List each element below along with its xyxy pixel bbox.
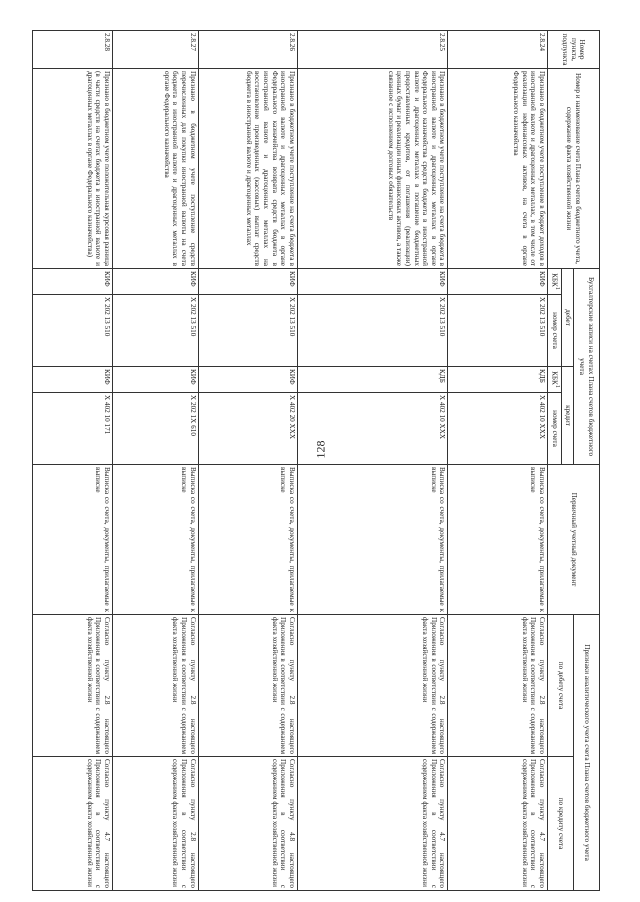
- row-description: Признано в бюджетном учете положительная курсовая разница (в части средств на счетах бюджета в иностранной валюте и драгоценных металлах в органе Федерального казначейства): [33, 69, 113, 269]
- analytics-debit: Согласно пункту 2.8 настоящего Приложения в соответствии с содержанием факта хозяйственной жизни: [198, 615, 298, 757]
- table-row: [448, 31, 548, 891]
- analytics-debit: Согласно пункту 2.8 настоящего Приложения в соответствии с содержанием факта хозяйственной жизни: [112, 615, 198, 757]
- primary-document: Выписка со счета, документы, прилагаемые к выписке: [112, 465, 198, 615]
- row-number: 2.8.26: [198, 31, 298, 69]
- primary-document: Выписка со счета, документы, прилагаемые к выписке: [448, 465, 548, 615]
- analytics-credit: Согласно пункту 4.8 настоящего Приложения в соответствии с содержанием факта хозяйственной жизни: [198, 757, 298, 891]
- row-number: 2.8.28: [33, 31, 113, 69]
- analytics-debit: Согласно пункту 2.8 настоящего Приложения в соответствии с содержанием факта хозяйственной жизни: [298, 615, 448, 757]
- debit-kbk: КИФ: [298, 269, 448, 295]
- header-entries: Бухгалтерские записи на счетах Плана счетов бюджетного учета: [574, 269, 600, 465]
- analytics-credit: Согласно пункту 4.7 настоящего Приложения в соответствии с содержанием факта хозяйственной жизни: [448, 757, 548, 891]
- row-number: 2.8.24: [448, 31, 548, 69]
- header-by-credit: по кредиту счета: [548, 757, 574, 891]
- table-row: [298, 31, 448, 891]
- credit-kbk: КДБ: [448, 367, 548, 393]
- table-row: [33, 31, 113, 891]
- row-description: Признано в бюджетном учете поступление на счета бюджета в иностранной валюте и драгоценных металлах в органе Федерального казначейства средств бюджета в иностранной валюте и драгоценных металлах в погашение бюджетных предоставленных кредитов, от погашения (реализации) ценных бумаг и реализации иных финансовых активов, а также связанное с исполнением долговых обязательств: [298, 69, 448, 269]
- credit-account: Х 402 10 171: [33, 393, 113, 465]
- header-document: Первичный учетный документ: [548, 465, 600, 615]
- debit-account: Х 202 13 510: [448, 295, 548, 367]
- header-credit: кредит: [562, 367, 574, 465]
- header-account-name: Номер и наименование счета Плана счетов бюджетного учета, содержание факта хозяйственной жизни: [548, 69, 600, 269]
- table-row: [198, 31, 298, 891]
- debit-kbk: КИФ: [112, 269, 198, 295]
- header-debit: дебет: [562, 269, 574, 367]
- header-number: Номер пункта, подпункта: [548, 31, 600, 69]
- header-analytics: Признаки аналитического учета счета Плана счетов бюджетного учета: [574, 615, 600, 891]
- debit-account: Х 202 13 510: [112, 295, 198, 367]
- accounting-table: [32, 30, 600, 891]
- analytics-credit: Согласно пункту 2.8 настоящего Приложения в соответствии с содержанием факта хозяйственной жизни: [112, 757, 198, 891]
- analytics-credit: Согласно пункту 4.7 настоящего Приложения в соответствии с содержанием факта хозяйственной жизни: [33, 757, 113, 891]
- primary-document: Выписка со счета, документы, прилагаемые к выписке: [33, 465, 113, 615]
- analytics-debit: Согласно пункту 2.8 настоящего Приложения в соответствии с содержанием факта хозяйственной жизни: [448, 615, 548, 757]
- debit-kbk: КИФ: [448, 269, 548, 295]
- table-row: [112, 31, 198, 891]
- debit-account: Х 202 13 510: [298, 295, 448, 367]
- credit-account: Х 402 20 ХХХ: [198, 393, 298, 465]
- credit-kbk: КИФ: [198, 367, 298, 393]
- rotated-table-wrapper: [32, 30, 600, 890]
- header-credit-kbk: КБК$^1$: [548, 367, 562, 393]
- analytics-credit: Согласно пункту 4.7 настоящего Приложения в соответствии с содержанием факта хозяйственной жизни: [298, 757, 448, 891]
- header-by-debit: по дебету счета: [548, 615, 574, 757]
- credit-kbk: КДБ: [298, 367, 448, 393]
- debit-account: Х 202 13 510: [33, 295, 113, 367]
- credit-account: Х 202 1Х 610: [112, 393, 198, 465]
- credit-kbk: КИФ: [112, 367, 198, 393]
- debit-kbk: КИФ: [33, 269, 113, 295]
- row-description: Признано в бюджетном учете поступление средств перечисленных для покупки иностранной валюты на счета бюджета в иностранной валюте и драгоценных металлах в органе Федерального казначейства: [112, 69, 198, 269]
- credit-account: Х 402 10 ХХХ: [298, 393, 448, 465]
- row-number: 2.8.27: [112, 31, 198, 69]
- header-debit-account: номер счета: [548, 295, 562, 367]
- debit-account: Х 202 13 510: [198, 295, 298, 367]
- row-number: 2.8.25: [298, 31, 448, 69]
- header-credit-account: номер счета: [548, 393, 562, 465]
- row-description: Признано в бюджетном учете поступление на счета бюджета в иностранной валюте и драгоценных металлах в органе Федерального казначейства возврата средств бюджета в иностранной валюте и драгоценных металлах на восстановление произведенных (кассовых) выплат средств бюджета в иностранной валюте и драгоценных металлах: [198, 69, 298, 269]
- page-number: 128: [313, 440, 328, 459]
- primary-document: Выписка со счета, документы, прилагаемые к выписке: [198, 465, 298, 615]
- credit-account: Х 402 10 ХХХ: [448, 393, 548, 465]
- analytics-debit: Согласно пункту 2.8 настоящего Приложения в соответствии с содержанием факта хозяйственной жизни: [33, 615, 113, 757]
- primary-document: Выписка со счета, документы, прилагаемые к выписке: [298, 465, 448, 615]
- header-debit-kbk: КБК$^1$: [548, 269, 562, 295]
- row-description: Признано в бюджетном учете поступление в бюджет доходов в иностранной валюте и драгоценных металлах, в том числе от реализации нефинансовых активов, на счета в органе Федерального казначейства: [448, 69, 548, 269]
- credit-kbk: КИФ: [33, 367, 113, 393]
- debit-kbk: КИФ: [198, 269, 298, 295]
